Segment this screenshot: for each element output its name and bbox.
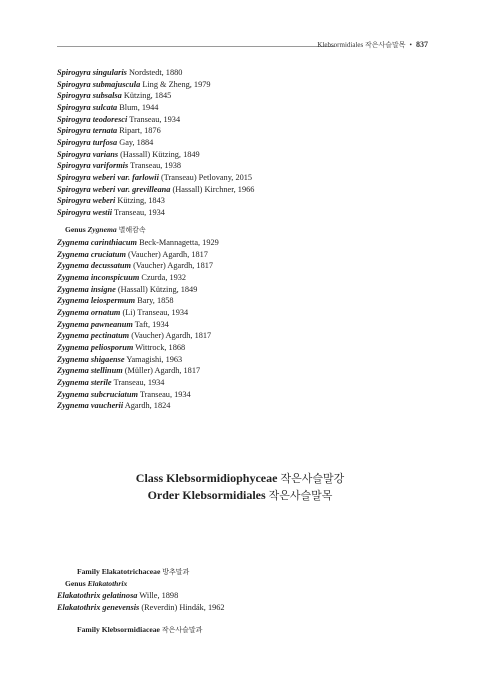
species-name: Zygnema stellinum — [57, 366, 123, 376]
family-heading-klebsormidiaceae — [77, 625, 202, 635]
species-entry — [57, 67, 254, 79]
species-entry — [57, 125, 254, 137]
species-author: Ling & Zheng, 1979 — [142, 79, 211, 89]
species-entry — [57, 172, 254, 184]
species-name: Zygnema carinthiacum — [57, 238, 137, 247]
species-author: Kützing, 1845 — [123, 91, 172, 101]
species-entry — [57, 342, 219, 354]
species-name: Zygnema inconspicuum — [57, 272, 140, 282]
genus-heading-elakatothrix — [65, 579, 127, 588]
species-author: Beck-Mannagetta, 1929 — [139, 238, 219, 247]
species-name: Spirogyra turfosa — [57, 137, 118, 147]
species-entry — [57, 330, 219, 342]
species-entry — [57, 260, 219, 272]
species-name: Elakatothrix genevensis — [57, 602, 140, 612]
species-name: Zygnema peliosporum — [57, 342, 134, 352]
genus-name: Elakatothrix — [87, 579, 128, 588]
species-entry — [57, 284, 219, 296]
species-name: Spirogyra ternata — [57, 126, 118, 136]
species-author: (Reverdin) Hindák, 1962 — [141, 602, 225, 612]
species-author: Wille, 1898 — [139, 591, 179, 600]
genus-name: Zygnema — [87, 225, 117, 234]
species-name: Spirogyra variformis — [57, 161, 129, 171]
species-entry — [57, 400, 219, 412]
species-entry — [57, 207, 254, 219]
species-author: Transeau, 1934 — [114, 207, 165, 217]
species-name: Spirogyra singularis — [57, 68, 127, 77]
species-author: Nordstedt, 1880 — [128, 68, 183, 77]
species-author: (Transeau) Petlovany, 2015 — [160, 172, 253, 182]
family-name: Elakatotrichaceae — [101, 567, 161, 576]
species-name: Zygnema sterile — [57, 377, 112, 387]
class-heading-korean: 작은사슬말강 — [280, 472, 345, 485]
species-name: Zygnema subcruciatum — [57, 389, 138, 399]
species-entry — [57, 149, 254, 161]
species-entry — [57, 79, 254, 91]
header-rule — [57, 46, 335, 47]
species-author: Bary, 1858 — [137, 296, 174, 306]
genus-heading-zygnema — [65, 225, 146, 235]
species-author: Ripart, 1876 — [119, 126, 161, 136]
species-name: Spirogyra sulcata — [57, 102, 118, 112]
order-heading-latin: Order Klebsormidiales — [147, 488, 266, 502]
species-entry — [57, 389, 219, 401]
species-entry — [57, 272, 219, 284]
species-name: Zygnema shigaense — [57, 354, 125, 364]
order-heading-korean: 작은사슬말목 — [268, 489, 333, 502]
species-entry — [57, 249, 219, 261]
class-heading-latin: Class Klebsormidiophyceae — [135, 471, 278, 485]
species-entry — [57, 195, 254, 207]
class-heading — [0, 470, 480, 486]
genus-prefix: Genus — [65, 579, 86, 588]
species-entry — [57, 237, 219, 249]
species-entry — [57, 365, 219, 377]
zygnema-species-list — [57, 237, 219, 412]
running-header — [317, 40, 428, 50]
running-title: Klebsormidiales 작은사슬말목 — [317, 41, 406, 49]
species-name: Zygnema decussatum — [57, 261, 131, 271]
species-entry — [57, 354, 219, 366]
family-prefix: Family — [77, 567, 100, 576]
species-entry — [57, 602, 225, 614]
species-entry — [57, 160, 254, 172]
species-author: Wittrock, 1868 — [135, 342, 186, 352]
species-entry — [57, 377, 219, 389]
order-heading — [0, 487, 480, 503]
species-author: (Vaucher) Agardh, 1817 — [128, 249, 208, 259]
species-author: (Hassall) Kirchner, 1966 — [172, 184, 255, 194]
species-name: Spirogyra submajuscula — [57, 79, 141, 89]
species-author: Taft, 1934 — [134, 319, 169, 329]
spirogyra-species-list — [57, 67, 254, 219]
species-entry — [57, 114, 254, 126]
genus-prefix: Genus — [65, 225, 86, 234]
species-author: Kützing, 1843 — [117, 196, 165, 206]
species-name: Zygnema pectinatum — [57, 331, 130, 341]
species-author: (Vaucher) Agardh, 1817 — [133, 261, 214, 271]
species-author: (Hassall) Kützing, 1849 — [117, 284, 198, 294]
species-entry — [57, 590, 225, 602]
species-name: Spirogyra teodoresci — [57, 114, 128, 124]
species-name: Zygnema vaucherii — [57, 401, 124, 411]
family-name: Klebsormidiaceae — [101, 625, 160, 634]
species-name: Spirogyra weberi — [57, 196, 116, 206]
species-author: Transeau, 1934 — [129, 114, 181, 124]
species-author: (Vaucher) Agardh, 1817 — [131, 331, 212, 341]
species-entry — [57, 184, 254, 196]
species-entry — [57, 137, 254, 149]
species-author: Blum, 1944 — [119, 102, 159, 112]
species-name: Zygnema cruciatum — [57, 249, 126, 259]
species-name: Spirogyra weberi var. grevilleana — [57, 184, 171, 194]
species-name: Zygnema pawneanum — [57, 319, 133, 329]
species-name: Elakatothrix gelatinosa — [57, 591, 138, 600]
species-author: (Müller) Agardh, 1817 — [124, 366, 201, 376]
species-entry — [57, 102, 254, 114]
species-name: Spirogyra westii — [57, 207, 113, 217]
species-name: Zygnema leiospermum — [57, 296, 136, 306]
species-author: Czurda, 1932 — [141, 272, 187, 282]
genus-korean-name: 별해캄속 — [118, 226, 146, 234]
header-separator: • — [409, 41, 412, 49]
family-korean-name: 작은사슬말과 — [161, 626, 203, 634]
species-entry — [57, 295, 219, 307]
species-entry — [57, 90, 254, 102]
species-author: Gay, 1884 — [119, 137, 154, 147]
species-author: Yamagishi, 1963 — [126, 354, 183, 364]
family-korean-name: 방추말과 — [162, 568, 190, 576]
species-name: Spirogyra subsalsa — [57, 91, 122, 101]
species-author: Transeau, 1938 — [130, 161, 182, 171]
species-name: Zygnema insigne — [57, 284, 116, 294]
species-name: Zygnema ornatum — [57, 307, 121, 317]
species-author: (Li) Transeau, 1934 — [122, 307, 189, 317]
species-entry — [57, 319, 219, 331]
species-author: (Hassall) Kützing, 1849 — [120, 149, 200, 159]
species-entry — [57, 307, 219, 319]
species-author: Agardh, 1824 — [124, 401, 171, 411]
family-prefix: Family — [77, 625, 100, 634]
species-name: Spirogyra varians — [57, 149, 119, 159]
species-name: Spirogyra weberi var. farlowii — [57, 172, 159, 182]
species-author: Transeau, 1934 — [113, 377, 165, 387]
family-heading-elakatotrichaceae — [77, 567, 189, 577]
page-number: 837 — [416, 40, 428, 49]
elakatothrix-species-list — [57, 590, 225, 613]
species-author: Transeau, 1934 — [139, 389, 191, 399]
